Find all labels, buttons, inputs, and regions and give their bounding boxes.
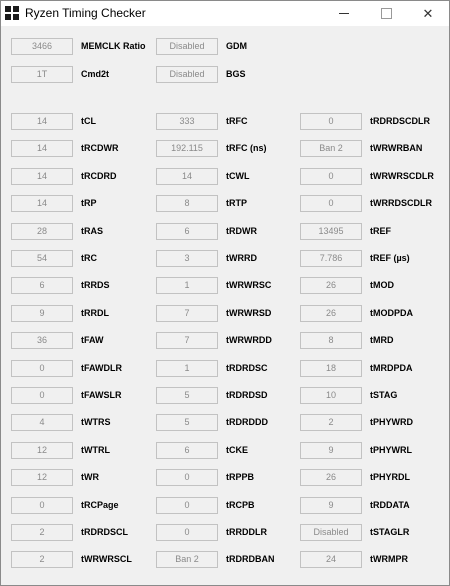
timing-value-field[interactable]: 36 [11,332,73,349]
timing-label: tRCPage [81,500,119,510]
timing-label: tWR [81,472,99,482]
timing-label: tPHYWRL [370,445,412,455]
timing-label: tFAW [81,335,104,345]
timing-label: tRFC [226,116,248,126]
timing-value-field[interactable]: 9 [11,305,73,322]
timing-value-field[interactable]: 2 [11,551,73,568]
timing-label: tWTRL [81,445,110,455]
timing-value-field[interactable]: 14 [11,113,73,130]
timing-value-field[interactable]: 6 [11,277,73,294]
timing-label: tRC [81,253,97,263]
timing-value-field[interactable]: 5 [156,387,218,404]
value-field[interactable]: 3466 [11,38,73,55]
app-icon [5,6,19,20]
timing-label: tMODPDA [370,308,413,318]
timing-value-field[interactable]: 26 [300,277,362,294]
timing-value-field[interactable]: 3 [156,250,218,267]
timing-value-field[interactable]: 26 [300,469,362,486]
timing-value-field[interactable]: 192.115 [156,140,218,157]
timing-label: tWRRD [226,253,257,263]
timing-value-field[interactable]: 14 [11,168,73,185]
timing-value-field[interactable]: 6 [156,442,218,459]
value-field[interactable]: Disabled [156,66,218,83]
timing-value-field[interactable]: Disabled [300,524,362,541]
timing-value-field[interactable]: 9 [300,497,362,514]
timing-label: tRAS [81,226,103,236]
timing-label: tRCDWR [81,143,119,153]
maximize-button[interactable] [365,1,407,26]
timing-value-field[interactable]: 8 [156,195,218,212]
timing-value-field[interactable]: 0 [300,168,362,185]
minimize-button[interactable] [323,1,365,26]
timing-label: tRPPB [226,472,255,482]
timing-label: tRP [81,198,97,208]
timing-value-field[interactable]: 28 [11,223,73,240]
timing-value-field[interactable]: 1 [156,360,218,377]
timing-label: tPHYWRD [370,417,413,427]
timing-label: tRRDS [81,280,110,290]
timing-label: tRDRDSCDLR [370,116,430,126]
timing-label: tMOD [370,280,394,290]
timing-value-field[interactable]: 7.786 [300,250,362,267]
timing-label: GDM [226,41,247,51]
timing-value-field[interactable]: 0 [156,497,218,514]
timing-label: tSTAG [370,390,398,400]
timing-value-field[interactable]: 24 [300,551,362,568]
timing-label: tRFC (ns) [226,143,267,153]
timing-label: BGS [226,69,246,79]
timing-label: tRDRDSC [226,363,268,373]
timing-value-field[interactable]: 14 [11,140,73,157]
timing-value-field[interactable]: 7 [156,305,218,322]
close-icon: ✕ [422,5,434,21]
timing-value-field[interactable]: 54 [11,250,73,267]
timing-label: tSTAGLR [370,527,410,537]
timing-value-field[interactable]: 2 [11,524,73,541]
timing-label: tFAWSLR [81,390,122,400]
timing-value-field[interactable]: Ban 2 [300,140,362,157]
timing-label: tRDWR [226,226,257,236]
timing-label: tWRWRBAN [370,143,423,153]
timing-label: tRRDDLR [226,527,267,537]
timing-label: tRCPB [226,500,255,510]
timing-value-field[interactable]: 6 [156,223,218,240]
timing-label: tRDRDDD [226,417,268,427]
timing-label: tREF (µs) [370,253,410,263]
timing-label: tWRRDSCDLR [370,198,432,208]
timing-value-field[interactable]: 14 [156,168,218,185]
timing-label: tFAWDLR [81,363,122,373]
timing-label: tRDRDSCL [81,527,128,537]
timing-label: tCWL [226,171,250,181]
value-field[interactable]: Disabled [156,38,218,55]
timing-label: tWRWRDD [226,335,272,345]
timing-label: tMRD [370,335,394,345]
timing-label: tWRMPR [370,554,408,564]
timing-value-field[interactable]: 2 [300,414,362,431]
timing-value-field[interactable]: 26 [300,305,362,322]
timing-value-field[interactable]: 13495 [300,223,362,240]
timing-label: tRTP [226,198,247,208]
timing-label: Cmd2t [81,69,110,79]
title-bar[interactable] [1,1,449,26]
timing-label: tRRDL [81,308,109,318]
timing-label: tWRWRSCDLR [370,171,434,181]
timing-value-field[interactable]: 0 [300,113,362,130]
timing-label: tWRWRSC [226,280,272,290]
maximize-icon [381,8,392,19]
timing-label: tRDDATA [370,500,410,510]
timing-value-field[interactable]: Ban 2 [156,551,218,568]
timing-label: tMRDPDA [370,363,413,373]
timing-value-field[interactable]: 8 [300,332,362,349]
timing-label: tRDRDSD [226,390,268,400]
close-button[interactable] [407,1,449,26]
timing-value-field[interactable]: 4 [11,414,73,431]
timing-value-field[interactable]: 12 [11,469,73,486]
timing-value-field[interactable]: 5 [156,414,218,431]
timing-label: tREF [370,226,391,236]
timing-value-field[interactable]: 0 [156,469,218,486]
timing-value-field[interactable]: 1 [156,277,218,294]
timing-label: tCL [81,116,96,126]
timing-value-field[interactable]: 18 [300,360,362,377]
timing-value-field[interactable]: 14 [11,195,73,212]
timing-value-field[interactable]: 0 [11,497,73,514]
minimize-icon [339,13,349,14]
timing-value-field[interactable]: 10 [300,387,362,404]
timing-label: tRCDRD [81,171,117,181]
timing-value-field[interactable]: 12 [11,442,73,459]
value-field[interactable]: 1T [11,66,73,83]
timing-label: MEMCLK Ratio [81,41,146,51]
timing-label: tPHYRDL [370,472,410,482]
timing-label: tRDRDBAN [226,554,275,564]
timing-value-field[interactable]: 7 [156,332,218,349]
timing-value-field[interactable]: 0 [300,195,362,212]
timing-label: tWTRS [81,417,111,427]
timing-value-field[interactable]: 0 [11,387,73,404]
timing-value-field[interactable]: 9 [300,442,362,459]
timing-value-field[interactable]: 333 [156,113,218,130]
window-title: Ryzen Timing Checker [25,6,146,20]
timing-label: tWRWRSD [226,308,272,318]
timing-label: tCKE [226,445,248,455]
timing-value-field[interactable]: 0 [156,524,218,541]
timing-label: tWRWRSCL [81,554,132,564]
timing-value-field[interactable]: 0 [11,360,73,377]
